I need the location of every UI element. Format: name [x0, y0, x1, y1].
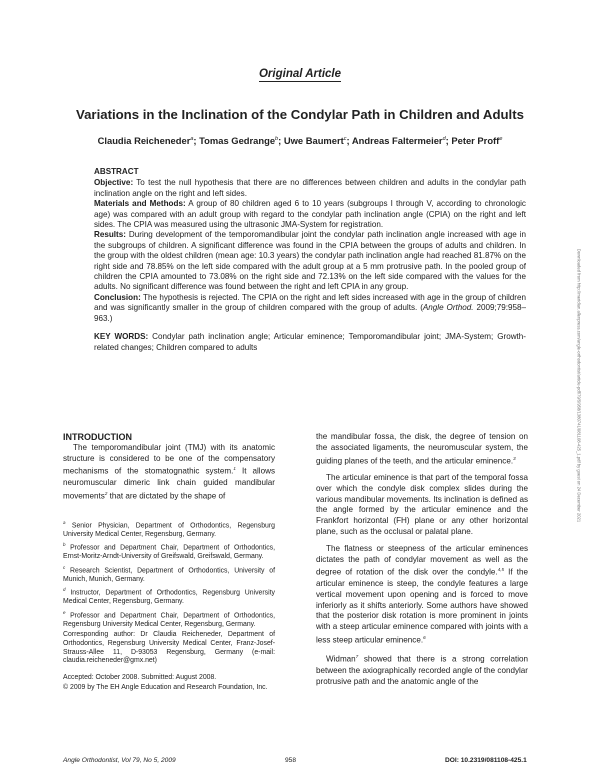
footnote: $^e$ Professor and Department Chair, Department of Orthodontics, Regensburg University Medical Center, Regensburg, Germany.	[63, 609, 275, 628]
footnotes	[63, 519, 275, 695]
author: Claudia Reicheneder	[97, 135, 191, 146]
column-right	[316, 432, 528, 687]
footnote: $^a$ Senior Physician, Department of Orthodontics, Regensburg University Medical Center, Regensburg, Germany.	[63, 520, 276, 538]
abstract	[94, 167, 526, 353]
author: Peter Proff	[451, 135, 500, 146]
page-number: 958	[285, 757, 297, 764]
article-title: Variations in the Inclination of the Condylar Path in Children and Adults	[76, 107, 524, 122]
body-paragraph: The articular eminence is that part of the temporal fossa over which the condyle disk complex slides during the various mandibular movements. Its inclination is defined as the angle formed by the articular eminence and the Frankfort horizontal (FH) plane or any other horizontal plane, such as the occlusal or palatal plane.	[316, 473, 528, 537]
author-list: Claudia Reicheneder$^a$; Tomas Gedrange$^b$; Uwe Baumert$^c$; Andreas Faltermeier$^d$; Peter Proff$^e$	[97, 135, 503, 146]
keywords: KEY WORDS: Condylar path inclination angle; Articular eminence; Temporomandibular joint; JMA-System; Growth-related changes; Children compared to adults	[94, 332, 527, 352]
correspondence: Corresponding author: Dr Claudia Reicheneder, Department of Orthodontics, Regensburg University Medical Center, Franz-Josef-Strauss-Allee 11, D-93053 Regensburg, Germany (e-mail: claudia.reicheneder@gmx.net)	[63, 631, 275, 665]
doi: DOI: 10.2319/081108-425.1	[445, 757, 527, 764]
body-paragraph: The temporomandibular joint (TMJ) with its anatomic structure is considered to be one of the compensatory mechanisms of the stomatognathic system.$^1$ It allows neuromuscular dimeric link chain guided mandibular movements$^2$ that are dictated by the shape of	[63, 442, 275, 501]
column-left	[63, 432, 275, 502]
body-paragraph: The flatness or steepness of the articular eminences dictates the path of condylar movement as well as the degree of rotation of the disk over the condyle.$^{4,5}$ If the articular eminence is steep, the condyle features a large vertical movement upon opening and is forced to move inferiorly as it shifts anteriorly. Some authors have showed that the posterior disk rotation is more prominent in joints with a steep articular eminence compared with joints with a less steep articular eminence.$^6$	[316, 543, 529, 645]
abstract-results: Results: During development of the temporomandibular joint the condylar path inclination angle increased with age in the subgroups of children. A significant difference was found in the CPIA between the groups of adults and children. In the group with the oldest children (mean age: 10.3 years) the condylar path inclination angle had reached 81.87% on the right side and 78.85% on the left side compared with the adult group at a 5 mm protrusive path. In the pooled group of children the CPIA amounted to 73.08% on the right side and 72.13% on the left side compared with the values for the adults. No significant difference was found between the right and left CPIA in any group.	[94, 230, 526, 292]
section-heading: INTRODUCTION	[63, 432, 132, 442]
footnote: $^c$ Research Scientist, Department of Orthodontics, University of Munich, Munich, Germany.	[63, 564, 275, 583]
download-note: Downloaded from http://meridian.allenpress.com/angle-orthodontist/article-pdf/79/5/958/1380741/081108-425_1.pdf by guest on 24 December 2021	[576, 248, 582, 523]
section-label: Original Article	[258, 68, 341, 80]
abstract-objective: Objective: To test the null hypothesis that there are no differences between children and adults in the condylar path inclination angle on the right and left sides.	[94, 178, 526, 198]
author: Tomas Gedrange	[199, 135, 276, 146]
abstract-conclusion: Conclusion: The hypothesis is rejected. The CPIA on the right and left sides increased with age in the group of children and was significantly smaller in the group of children compared with the group of adults. (Angle Orthod. 2009;79:958–963.)	[94, 292, 527, 323]
dates: Accepted: October 2008. Submitted: August 2008.	[63, 673, 217, 681]
footnote: $^b$ Professor and Department Chair, Department of Orthodontics, Ernst-Moritz-Arndt-University of Greifswald, Greifswald, Germany.	[63, 542, 275, 561]
author: Uwe Baumert	[283, 135, 344, 146]
body-paragraph: Widman$^7$ showed that there is a strong correlation between the axiographically recorded angle of the condylar protrusive path and the anatomic angle of the	[316, 654, 529, 686]
footnote: $^d$ Instructor, Department of Orthodontics, Regensburg University Medical Center, Regensburg, Germany.	[63, 587, 276, 606]
copyright: © 2009 by The EH Angle Education and Research Foundation, Inc.	[63, 684, 268, 692]
body-paragraph: the mandibular fossa, the disk, the degree of tension on the associated ligaments, the neuromuscular system, the guiding planes of the teeth, and the articular eminence.$^3$	[316, 432, 528, 466]
journal-info: Angle Orthodontist, Vol 79, No 5, 2009	[63, 757, 176, 764]
author: Andreas Faltermeier	[351, 135, 443, 146]
abstract-heading: ABSTRACT	[94, 167, 139, 176]
abstract-methods: Materials and Methods: A group of 80 children aged 6 to 10 years (subgroups I through V, according to chronologic age) was compared with an adult group with regard to the condylar path inclination angle (CPIA) on the right and left sides. The CPIA was measured using the ultrasonic JMA-System for registration.	[94, 199, 526, 230]
